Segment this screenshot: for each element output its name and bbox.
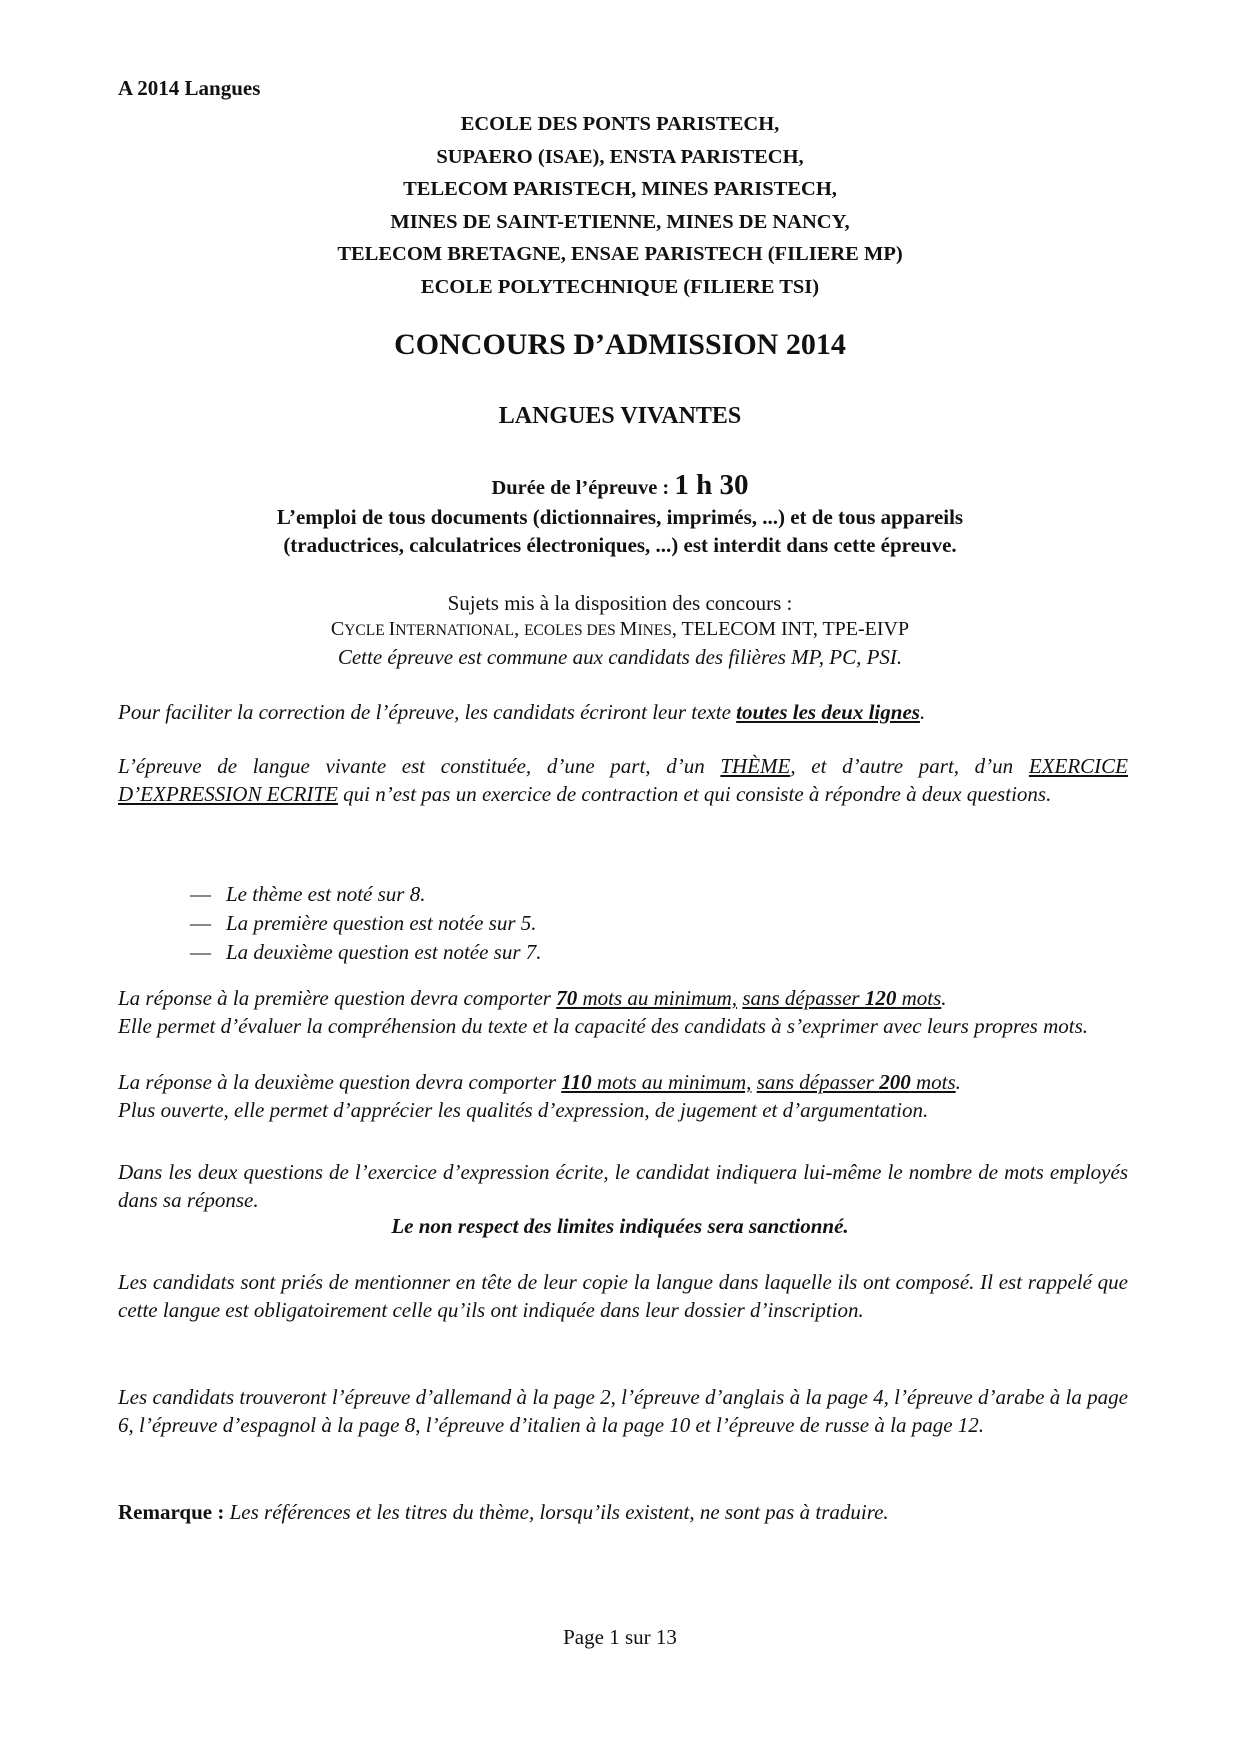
word-min: [556, 986, 737, 1010]
school-line: SUPAERO (ISAE), ENSTA PARISTECH,: [436, 145, 804, 168]
word-max: [757, 1070, 956, 1094]
emphasis: toutes les deux lignes: [736, 700, 920, 724]
duration-value: 1 h 30: [674, 469, 749, 501]
word-min: [561, 1070, 751, 1094]
paragraph-question-1: [118, 984, 1128, 1040]
sujets-part: C: [330, 618, 345, 640]
paragraph-page-index: Les candidats trouveront l’épreuve d’allemand à la page 2, l’épreuve d’anglais à la page 4, l’épreuve d’arabe à la page 6, l’épreuve d’espagnol à la page 8, l’épreuve d’italien à la page 10 et l’épreuve de russe à la page 12.: [118, 1385, 1128, 1437]
text-run: mots au minimum,: [577, 986, 738, 1010]
list-item-text: La deuxième question est notée sur 7.: [226, 940, 542, 964]
paragraph-language: Les candidats sont priés de mentionner en tête de leur copie la langue dans laquelle ils ont composé. Il est rappelé que cette langue est obligatoirement celle qu’ils ont indiquée dans leur dossier d’inscription.: [118, 1270, 1128, 1322]
schools-list: [0, 108, 1240, 303]
text-run: sans dépasser: [742, 986, 865, 1010]
word-max: [742, 986, 941, 1010]
list-item-text: La première question est notée sur 5.: [226, 911, 537, 935]
dash-bullet: —: [190, 911, 211, 935]
warning-text: Le non respect des limites indiquées sera sanctionné.: [391, 1214, 849, 1238]
text-run: mots: [910, 1070, 956, 1094]
page-title: CONCOURS D’ADMISSION 2014: [394, 328, 846, 361]
duration-label: Durée de l’épreuve :: [491, 477, 675, 499]
number: 70: [556, 986, 578, 1010]
list-item: [190, 909, 542, 938]
sujets-part: M: [619, 618, 638, 640]
sujets-part: ,: [514, 618, 525, 640]
exercice-term: EXERCICE D’EXPRESSION ECRITE: [118, 754, 1128, 806]
dash-bullet: —: [190, 882, 211, 906]
list-item: [190, 938, 542, 967]
sujets-block: [0, 590, 1240, 670]
grading-list: [190, 880, 542, 967]
school-line: ECOLE POLYTECHNIQUE (FILIERE TSI): [420, 275, 820, 298]
text-run: .: [955, 1070, 961, 1094]
text-run: .: [919, 700, 926, 724]
text-run: La réponse à la deuxième question devra comporter: [118, 1070, 562, 1094]
text-run: sans dépasser: [756, 1070, 880, 1094]
school-line: TELECOM PARISTECH, MINES PARISTECH,: [403, 178, 837, 200]
sujets-part: INES: [637, 622, 672, 639]
sujets-intro: Sujets mis à la disposition des concours :: [447, 591, 793, 615]
text-run: Pour faciliter la correction de l’épreuve, les candidats écriront leur texte: [118, 700, 737, 724]
exam-code: A 2014 Langues: [118, 76, 261, 100]
paragraph-structure: [118, 752, 1128, 808]
sujets-part: NTERNATIONAL: [395, 622, 515, 639]
text-run: L’épreuve de langue vivante est constituée, d’une part, d’un: [118, 754, 721, 778]
text-run: Elle permet d’évaluer la compréhension du texte et la capacité des candidats à s’exprimer avec leurs propres mots.: [118, 1014, 1089, 1038]
rule-line: (traductrices, calculatrices électroniques, ...) est interdit dans cette épreuve.: [283, 533, 957, 557]
sujets-part: , TELECOM INT, TPE-EIVP: [671, 618, 910, 640]
paragraph-correction: [118, 698, 1128, 726]
exam-duration: [0, 469, 1240, 502]
page-subtitle: LANGUES VIVANTES: [498, 403, 742, 429]
text-run: mots: [896, 986, 942, 1010]
sujets-commune: Cette épreuve est commune aux candidats des filières MP, PC, PSI.: [337, 645, 903, 669]
list-item: [190, 880, 542, 909]
text-run: qui n’est pas un exercice de contraction et qui consiste à répondre à deux questions.: [337, 782, 1052, 806]
paragraph-word-count: Dans les deux questions de l’exercice d’expression écrite, le candidat indiquera lui-même le nombre de mots employés dans sa réponse.: [118, 1160, 1128, 1212]
rule-line: L’emploi de tous documents (dictionnaires, imprimés, ...) et de tous appareils: [276, 505, 964, 529]
remarque-text: Les références et les titres du thème, lorsqu’ils existent, ne sont pas à traduire.: [224, 1500, 889, 1524]
list-item-text: Le thème est noté sur 8.: [226, 882, 426, 906]
text-run: La réponse à la première question devra comporter: [118, 986, 557, 1010]
sujets-part: I: [388, 618, 396, 640]
theme-term: THÈME: [720, 754, 791, 778]
remarque-label: Remarque :: [118, 1500, 225, 1524]
sujets-concours: [0, 616, 1240, 644]
text-run: , et d’autre part, d’un: [790, 754, 1029, 778]
page-number: Page 1 sur 13: [563, 1625, 677, 1649]
number: 110: [561, 1070, 592, 1094]
rules-block: [0, 503, 1240, 559]
number: 120: [864, 986, 897, 1010]
sujets-part: ECOLES DES: [524, 622, 620, 639]
school-line: TELECOM BRETAGNE, ENSAE PARISTECH (FILIERE MP): [337, 243, 903, 265]
school-line: MINES DE SAINT-ETIENNE, MINES DE NANCY,: [390, 210, 850, 233]
number: 200: [879, 1070, 911, 1094]
remarque: [118, 1500, 889, 1525]
school-line: ECOLE DES PONTS PARISTECH,: [460, 113, 780, 135]
paragraph-question-2: [118, 1068, 1128, 1124]
text-run: .: [941, 986, 947, 1010]
sujets-part: YCLE: [344, 622, 389, 639]
text-run: Plus ouverte, elle permet d’apprécier les qualités d’expression, de jugement et d’argumentation.: [118, 1098, 929, 1122]
dash-bullet: —: [190, 940, 211, 964]
text-run: mots au minimum,: [591, 1070, 752, 1094]
